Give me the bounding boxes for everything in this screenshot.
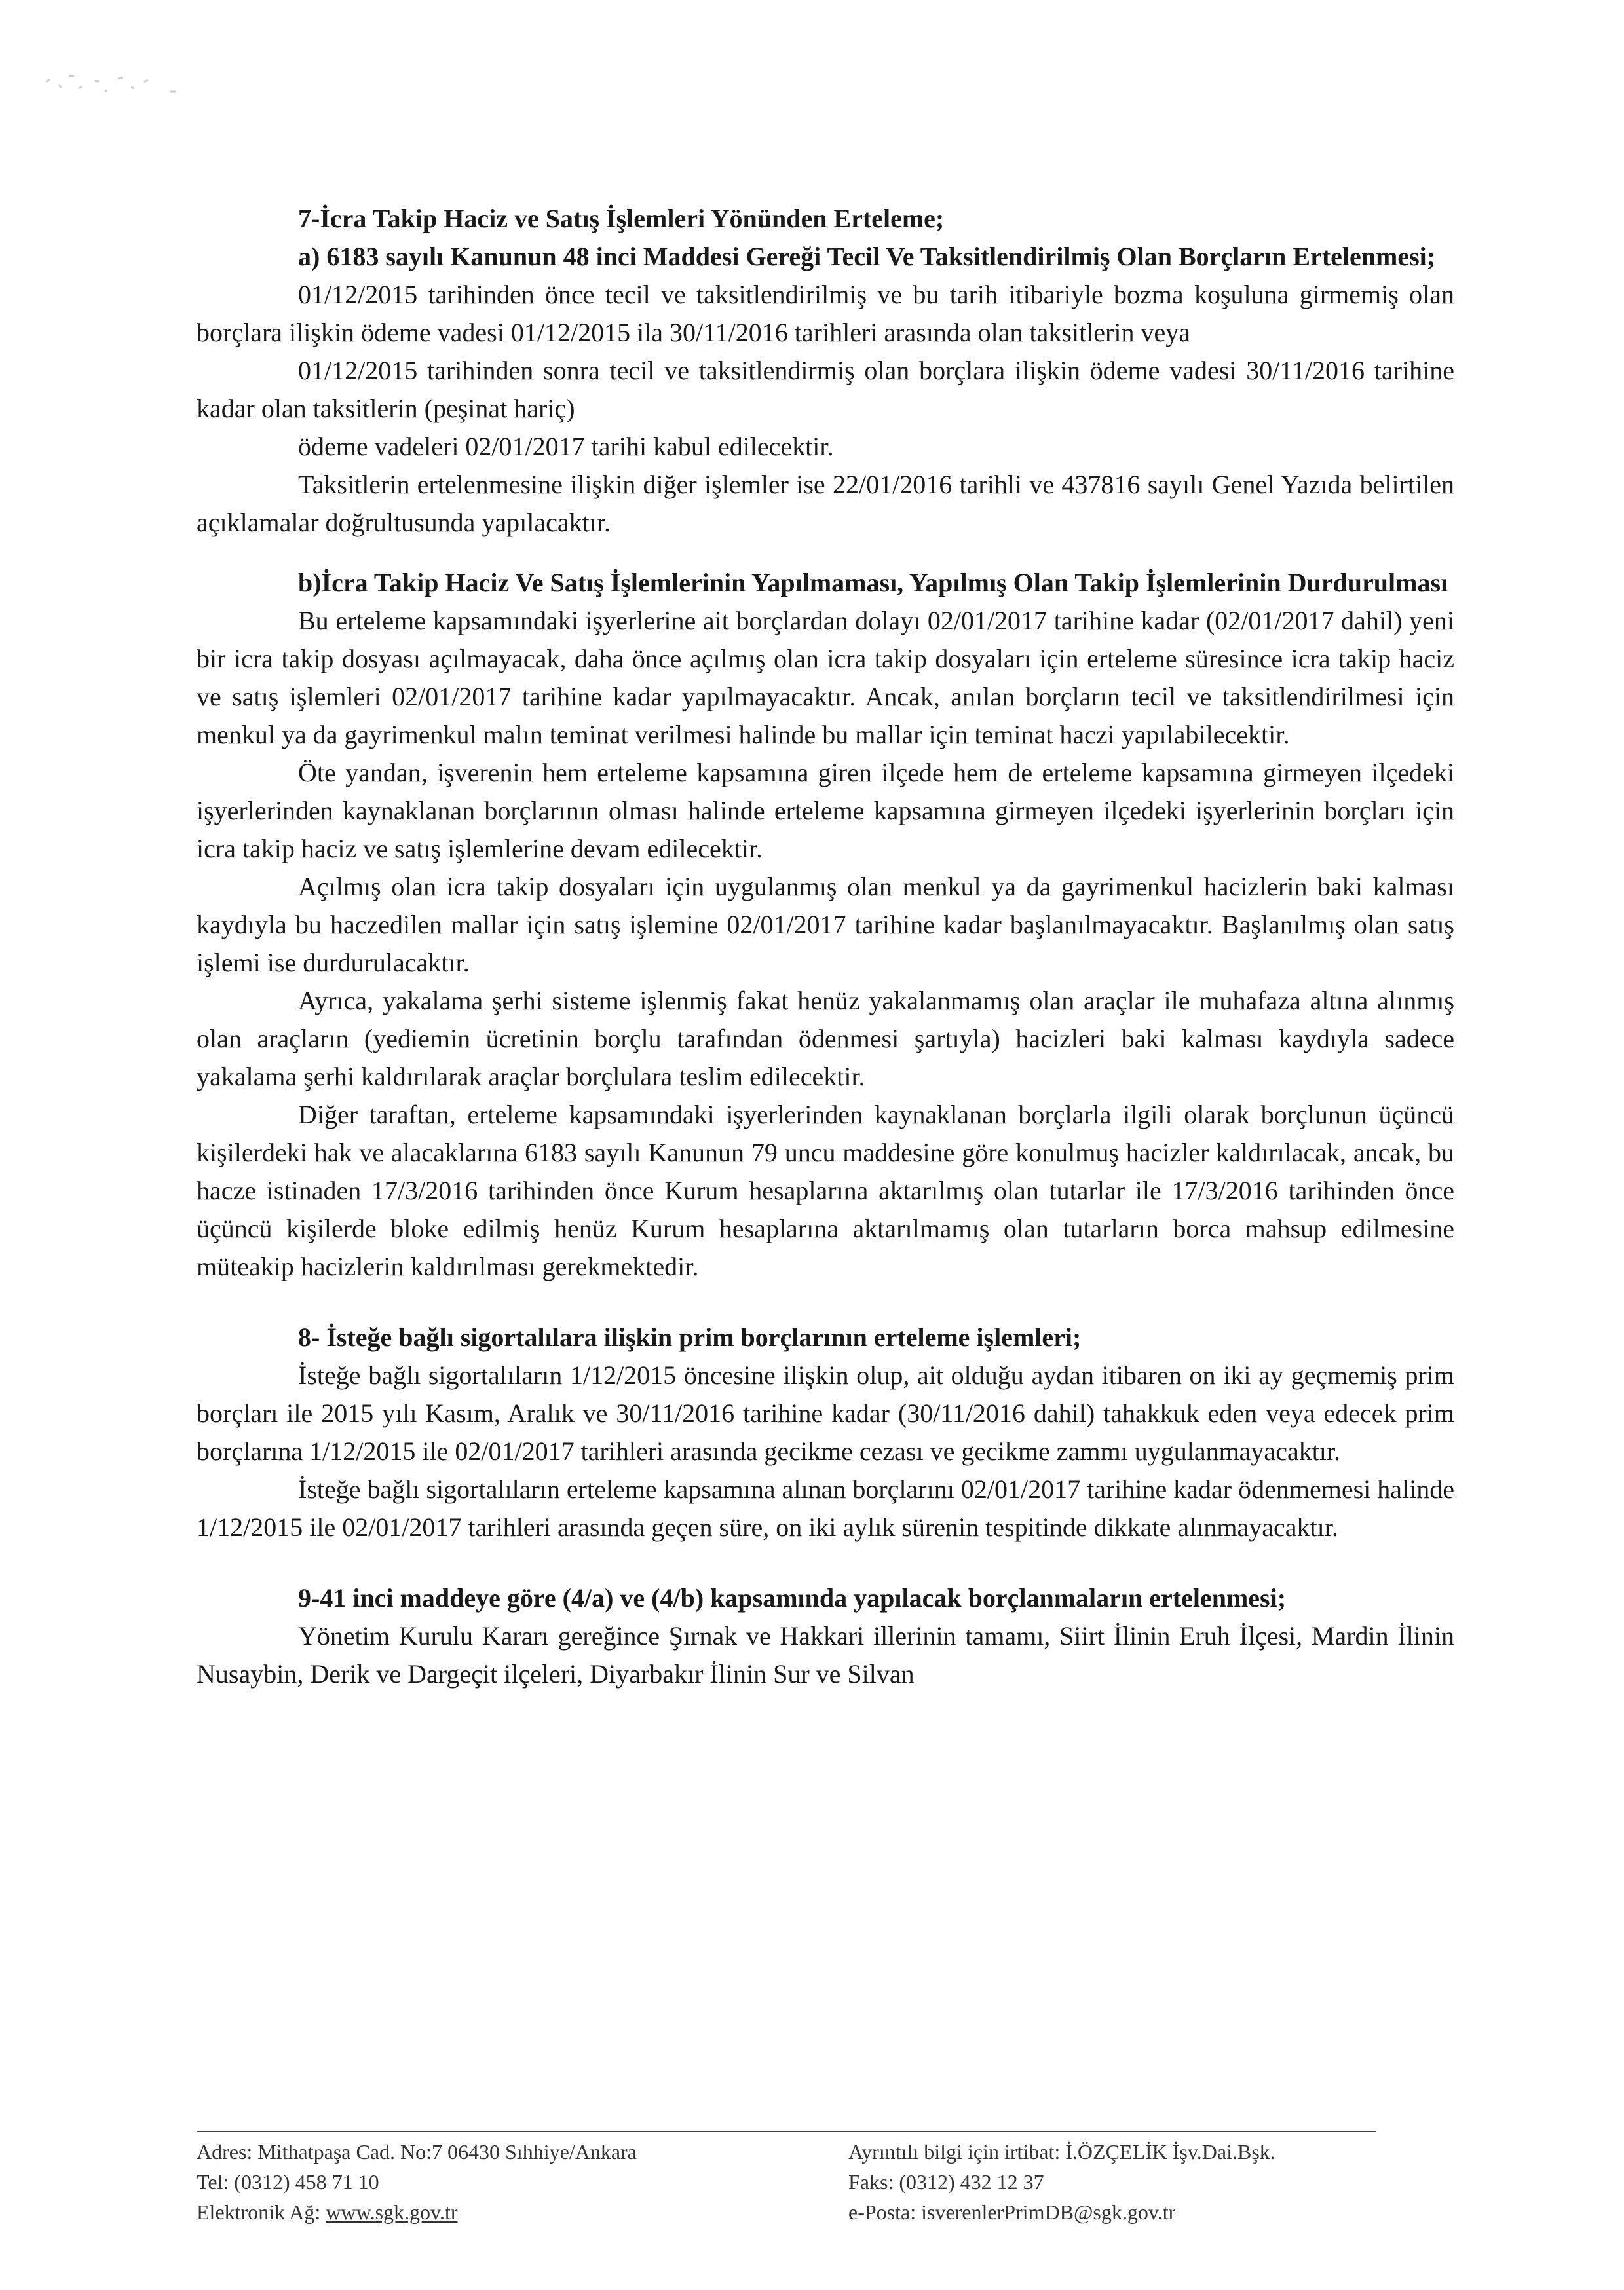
section-7a-paragraph-1: 01/12/2015 tarihinden önce tecil ve taksitlendirilmiş ve bu tarih itibariyle bozma koşuluna girmemiş olan borçlara ilişkin ödeme vadesi 01/12/2015 ila 30/11/2016 tarihleri arasında olan taksitlerin veya xyxy=(197,280,1454,347)
section-7a-paragraph-4: Taksitlerin ertelenmesine ilişkin diğer işlemler ise 22/01/2016 tarihli ve 437816 sayılı Genel Yazıda belirtilen açıklamalar doğrultusunda yapılacaktır. xyxy=(197,470,1454,537)
footer-web-link[interactable]: www.sgk.gov.tr xyxy=(326,2200,458,2224)
section-7b-heading: b)İcra Takip Haciz Ve Satış İşlemlerinin Yapılmaması, Yapılmış Olan Takip İşlemlerinin Durdurulması xyxy=(298,568,1448,597)
section-7a-paragraph-3: ödeme vadeleri 02/01/2017 tarihi kabul edilecektir. xyxy=(298,432,834,461)
footer-fax: Faks: (0312) 432 12 37 xyxy=(848,2170,1044,2194)
section-7b-paragraph-1: Bu erteleme kapsamındaki işyerlerine ait borçlardan dolayı 02/01/2017 tarihine kadar (02/01/2017 dahil) yeni bir icra takip dosyası açılmayacak, daha önce açılmış olan icra takip dosyaları için erteleme süresince icra takip haciz ve satış işlemleri 02/01/2017 tarihine kadar yapılmayacaktır. Ancak, anılan borçların tecil ve taksitlendirilmesi için menkul ya da gayrimenkul malın teminat verilmesi halinde bu mallar için teminat haczi yapılabilecektir. xyxy=(197,606,1454,749)
section-7b-paragraph-4: Ayrıca, yakalama şerhi sisteme işlenmiş fakat henüz yakalanmamış olan araçlar ile muhafaza altına alınmış olan araçların (yediemin ücretinin borçlu tarafından ödenmesi şartıyla) hacizleri baki kalması kaydıyla sadece yakalama şerhi kaldırılarak araçlar borçlulara teslim edilecektir. xyxy=(197,986,1454,1091)
section-7b-paragraph-2: Öte yandan, işverenin hem erteleme kapsamına giren ilçede hem de erteleme kapsamına girmeyen ilçedeki işyerlerinden kaynaklanan borçlarının olması halinde erteleme kapsamına girmeyen ilçedeki işyerlerinin borçları için icra takip haciz ve satış işlemlerine devam edilecektir. xyxy=(197,758,1454,863)
section-9-paragraph-1: Yönetim Kurulu Kararı gereğince Şırnak ve Hakkari illerinin tamamı, Siirt İlinin Eruh İlçesi, Mardin İlinin Nusaybin, Derik ve Dargeçit ilçeleri, Diyarbakır İlinin Sur ve Silvan xyxy=(197,1621,1454,1689)
section-7-heading: 7-İcra Takip Haciz ve Satış İşlemleri Yönünden Erteleme; xyxy=(298,204,945,233)
section-8-paragraph-1: İsteğe bağlı sigortalıların 1/12/2015 öncesine ilişkin olup, ait olduğu aydan itibaren on iki ay geçmemiş prim borçları ile 2015 yılı Kasım, Aralık ve 30/11/2016 tarihine kadar (30/11/2016 dahil) tahakkuk eden veya edecek prim borçlarına 1/12/2015 ile 02/01/2017 tarihleri arasında gecikme cezası ve gecikme zammı uygulanmayacaktır. xyxy=(197,1361,1454,1466)
document-body xyxy=(197,200,1454,1693)
footer-left-column xyxy=(197,2137,786,2227)
section-8-paragraph-2: İsteğe bağlı sigortalıların erteleme kapsamına alınan borçlarını 02/01/2017 tarihine kadar ödenmemesi halinde 1/12/2015 ile 02/01/2017 tarihleri arasında geçen süre, on iki aylık sürenin tespitinde dikkate alınmayacaktır. xyxy=(197,1474,1454,1542)
section-7b-paragraph-5: Diğer taraftan, erteleme kapsamındaki işyerlerinden kaynaklanan borçlarla ilgili olarak borçlunun üçüncü kişilerdeki hak ve alacaklarına 6183 sayılı Kanunun 79 uncu maddesine göre konulmuş hacizler kaldırılacak, ancak, bu hacze istinaden 17/3/2016 tarihinden önce Kurum hesaplarına aktarılmış olan tutarlar ile 17/3/2016 tarihinden önce üçüncü kişilerde bloke edilmiş henüz Kurum hesaplarına aktarılmamış olan tutarların borca mahsup edilmesine müteakip hacizlerin kaldırılması gerekmektedir. xyxy=(197,1100,1454,1281)
footer-right-column xyxy=(848,2137,1477,2227)
footer-email[interactable]: e-Posta: isverenlerPrimDB@sgk.gov.tr xyxy=(848,2200,1176,2224)
section-7a-heading: a) 6183 sayılı Kanunun 48 inci Maddesi Gereği Tecil Ve Taksitlendirilmiş Olan Borçların Ertelenmesi; xyxy=(298,242,1436,271)
footer-divider xyxy=(197,2131,1376,2132)
footer-web xyxy=(197,2197,786,2227)
footer-phone: Tel: (0312) 458 71 10 xyxy=(197,2170,379,2194)
section-8-heading: 8- İsteğe bağlı sigortalılara ilişkin prim borçlarının erteleme işlemleri; xyxy=(298,1323,1082,1352)
section-9-heading: 9-41 inci maddeye göre (4/a) ve (4/b) kapsamında yapılacak borçlanmaların ertelenmesi; xyxy=(298,1583,1287,1613)
section-7b-paragraph-3: Açılmış olan icra takip dosyaları için uygulanmış olan menkul ya da gayrimenkul hacizlerin baki kalması kaydıyla bu haczedilen mallar için satış işlemine 02/01/2017 tarihine kadar başlanılmayacaktır. Başlanılmış olan satış işlemi ise durdurulacaktır. xyxy=(197,872,1454,977)
section-7a-paragraph-2: 01/12/2015 tarihinden sonra tecil ve taksitlendirmiş olan borçlara ilişkin ödeme vadesi 30/11/2016 tarihine kadar olan taksitlerin (peşinat hariç) xyxy=(197,356,1454,423)
footer-contact: Ayrıntılı bilgi için irtibat: İ.ÖZÇELİK İşv.Dai.Bşk. xyxy=(848,2140,1275,2164)
scan-speck-marks xyxy=(39,62,190,121)
footer-web-prefix: Elektronik Ağ: xyxy=(197,2200,326,2224)
footer-address: Adres: Mithatpaşa Cad. No:7 06430 Sıhhiye/Ankara xyxy=(197,2140,637,2164)
